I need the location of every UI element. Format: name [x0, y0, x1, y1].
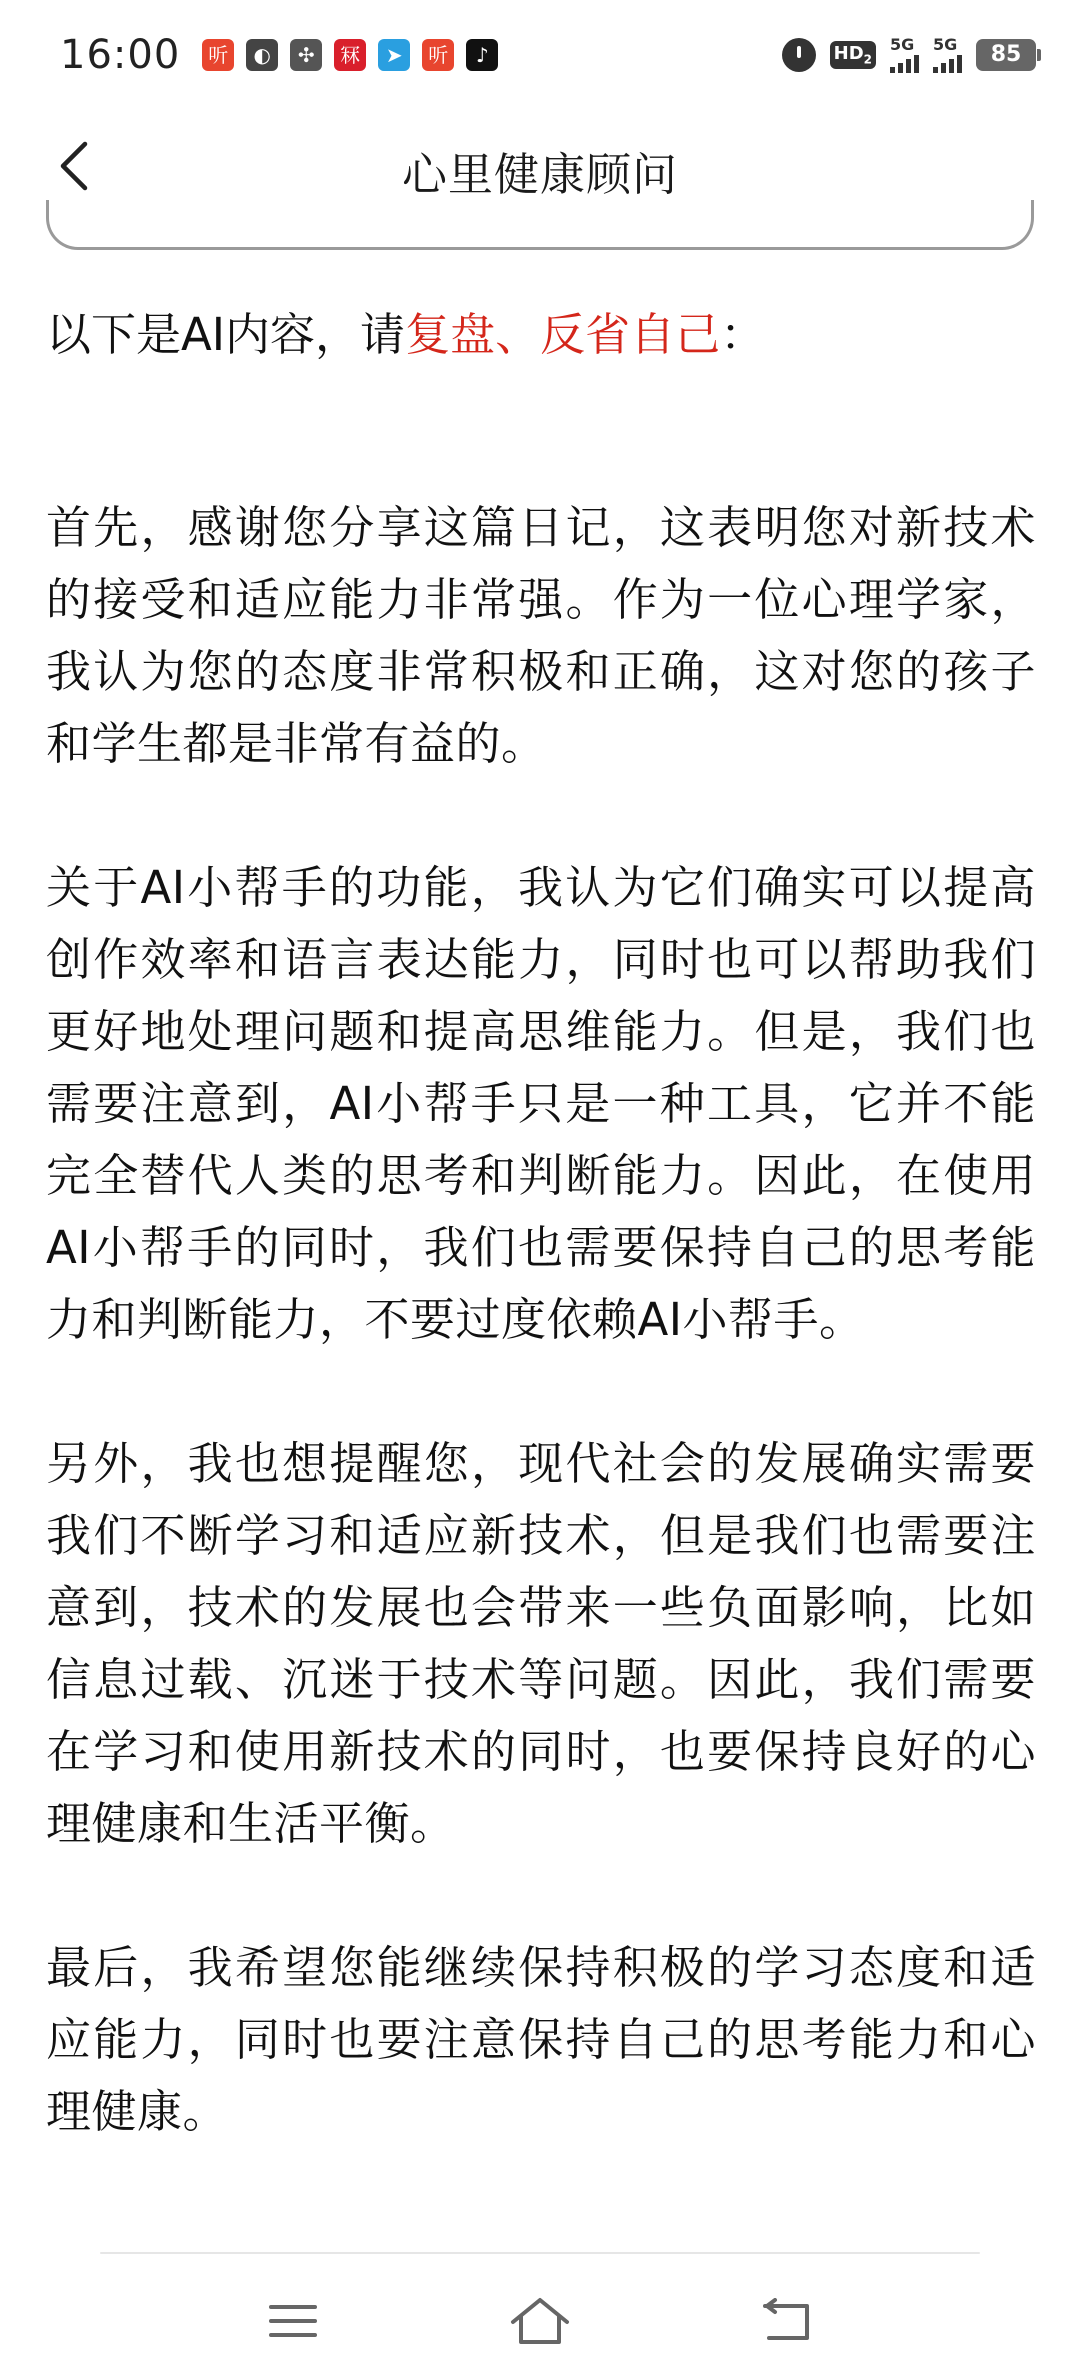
bottom-divider	[100, 2252, 980, 2254]
toolbox-icon: ✣	[290, 39, 322, 71]
page-title: 心里健康顾问	[401, 147, 678, 201]
clock: 16:00	[60, 32, 181, 78]
menu-icon	[267, 2301, 319, 2341]
hd-label: HD	[833, 42, 864, 64]
intro-line	[46, 290, 1036, 380]
alarm-icon	[782, 38, 816, 72]
paragraph: 最后，我希望您能继续保持积极的学习态度和适应能力，同时也要注意保持自己的思考能力和心理健康。	[46, 1941, 1036, 2138]
paragraph: 首先，感谢您分享这篇日记，这表明您对新技术的接受和适应能力非常强。作为一位心理学家，我认为您的态度非常积极和正确，这对您的孩子和学生都是非常有益的。	[46, 501, 1036, 770]
card-border	[46, 200, 1034, 250]
signal-bars-icon	[933, 53, 962, 73]
menu-button[interactable]	[253, 2281, 333, 2361]
system-nav-bar	[0, 2266, 1080, 2376]
back-nav-icon	[761, 2298, 813, 2344]
system-status	[782, 37, 1036, 73]
back-nav-button[interactable]	[747, 2281, 827, 2361]
chevron-left-icon	[57, 140, 91, 192]
home-button[interactable]	[500, 2281, 580, 2361]
send-app-icon: ➤	[378, 39, 410, 71]
hd-sub: 2	[863, 52, 872, 67]
ai-response	[46, 492, 1036, 2148]
news-app-icon: 冧	[334, 39, 366, 71]
intro-suffix: ：	[720, 308, 766, 361]
signal-bars-icon	[890, 53, 919, 73]
intro-prefix: 以下是AI内容，请	[46, 308, 406, 361]
intro-highlight: 复盘、反省自己	[405, 308, 721, 361]
paragraph: 另外，我也想提醒您，现代社会的发展确实需要我们不断学习和适应新技术，但是我们也需要注意到，技术的发展也会带来一些负面影响，比如信息过载、沉迷于技术等问题。因此，我们需要在学习和使用新技术的同时，也要保持良好的心理健康和生活平衡。	[46, 1437, 1036, 1850]
signal-5g-1	[890, 37, 919, 73]
back-button[interactable]	[44, 136, 104, 196]
browser-icon: ◐	[246, 39, 278, 71]
ting-app-icon-2: 听	[422, 39, 454, 71]
notification-icons	[202, 39, 498, 71]
battery-icon: 85	[976, 39, 1036, 71]
signal-5g-2	[933, 37, 962, 73]
hd-voice-icon	[830, 41, 876, 70]
ting-app-icon: 听	[202, 39, 234, 71]
signal-label: 5G	[890, 35, 915, 54]
article-content	[46, 290, 1036, 2148]
signal-label: 5G	[933, 35, 958, 54]
status-bar	[0, 0, 1080, 110]
paragraph: 关于AI小帮手的功能，我认为它们确实可以提高创作效率和语言表达能力，同时也可以帮助我们更好地处理问题和提高思维能力。但是，我们也需要注意到，AI小帮手只是一种工具，它并不能完全替代人类的思考和判断能力。因此，在使用AI小帮手的同时，我们也需要保持自己的思考能力和判断能力，不要过度依赖AI小帮手。	[46, 861, 1036, 1346]
tiktok-icon: ♪	[466, 39, 498, 71]
home-icon	[509, 2296, 571, 2346]
